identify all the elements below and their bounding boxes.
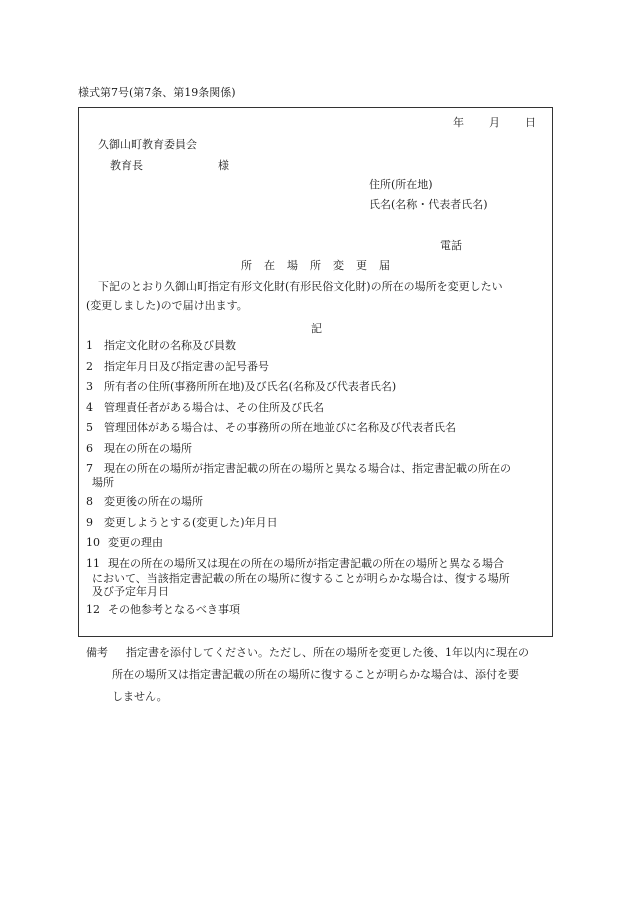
applicant-name-label: 氏名(名称・代表者氏名) [369,198,488,211]
list-item [86,557,504,570]
list-item [86,462,511,475]
item-text: 指定文化財の名称及び員数 [104,339,236,352]
item-text: 管理責任者がある場合は、その住所及び氏名 [104,401,324,414]
addressee-title: 教育長 [110,159,143,172]
note-line-2: 所在の場所又は指定書記載の所在の場所に復することが明らかな場合は、添付を要 [112,668,519,681]
item-number: 2 [86,360,93,373]
item-number: 6 [86,442,93,455]
item-text: その他参考となるべき事項 [108,603,240,616]
list-item [86,495,203,508]
applicant-phone-label: 電話 [440,239,462,252]
item-text: 現在の所在の場所 [104,442,192,455]
item-continuation: 及び予定年月日 [92,585,169,598]
item-text: 指定年月日及び指定書の記号番号 [104,360,269,373]
date-day: 日 [525,116,536,129]
item-number: 12 [86,603,100,616]
list-item [86,603,240,616]
item-number: 4 [86,401,93,414]
item-number: 5 [86,421,93,434]
addressee-honorific: 様 [218,159,229,172]
list-item [86,442,192,455]
item-number: 9 [86,516,93,529]
ki-heading: 記 [311,322,322,335]
form-label: 様式第7号(第7条、第19条関係) [78,86,236,99]
note-line-3: しません。 [112,690,168,703]
list-item [86,380,396,393]
item-number: 10 [86,536,100,549]
body-line-1: 下記のとおり久御山町指定有形文化財(有形民俗文化財)の所在の場所を変更したい [98,280,503,293]
item-continuation: 場所 [92,476,114,489]
note-label: 備考 [86,646,108,659]
applicant-address-label: 住所(所在地) [369,178,433,191]
item-number: 8 [86,495,93,508]
list-item [86,401,324,414]
item-text: 現在の所在の場所又は現在の所在の場所が指定書記載の所在の場所と異なる場合 [108,557,504,570]
addressee-org: 久御山町教育委員会 [98,138,197,151]
document-title: 所在場所変更届 [241,259,402,272]
list-item [86,339,236,352]
list-item [86,421,456,434]
note-line-1: 指定書を添付してください。ただし、所在の場所を変更した後、1年以内に現在の [126,646,529,659]
item-number: 1 [86,339,93,352]
item-text: 管理団体がある場合は、その事務所の所在地並びに名称及び代表者氏名 [104,421,456,434]
item-number: 11 [86,557,100,570]
item-number: 3 [86,380,93,393]
item-text: 所有者の住所(事務所所在地)及び氏名(名称及び代表者氏名) [104,380,397,393]
item-text: 変更の理由 [108,536,163,549]
list-item [86,360,269,373]
list-item [86,536,163,549]
item-text: 変更後の所在の場所 [104,495,203,508]
item-text: 現在の所在の場所が指定書記載の所在の場所と異なる場合は、指定書記載の所在の [104,462,511,475]
body-line-2: (変更しました)ので届け出ます。 [86,299,248,312]
item-continuation: において、当該指定書記載の所在の場所に復することが明らかな場合は、復する場所 [92,572,510,585]
date-year: 年 [453,116,464,129]
date-month: 月 [489,116,500,129]
list-item [86,516,278,529]
item-text: 変更しようとする(変更した)年月日 [104,516,278,529]
item-number: 7 [86,462,93,475]
